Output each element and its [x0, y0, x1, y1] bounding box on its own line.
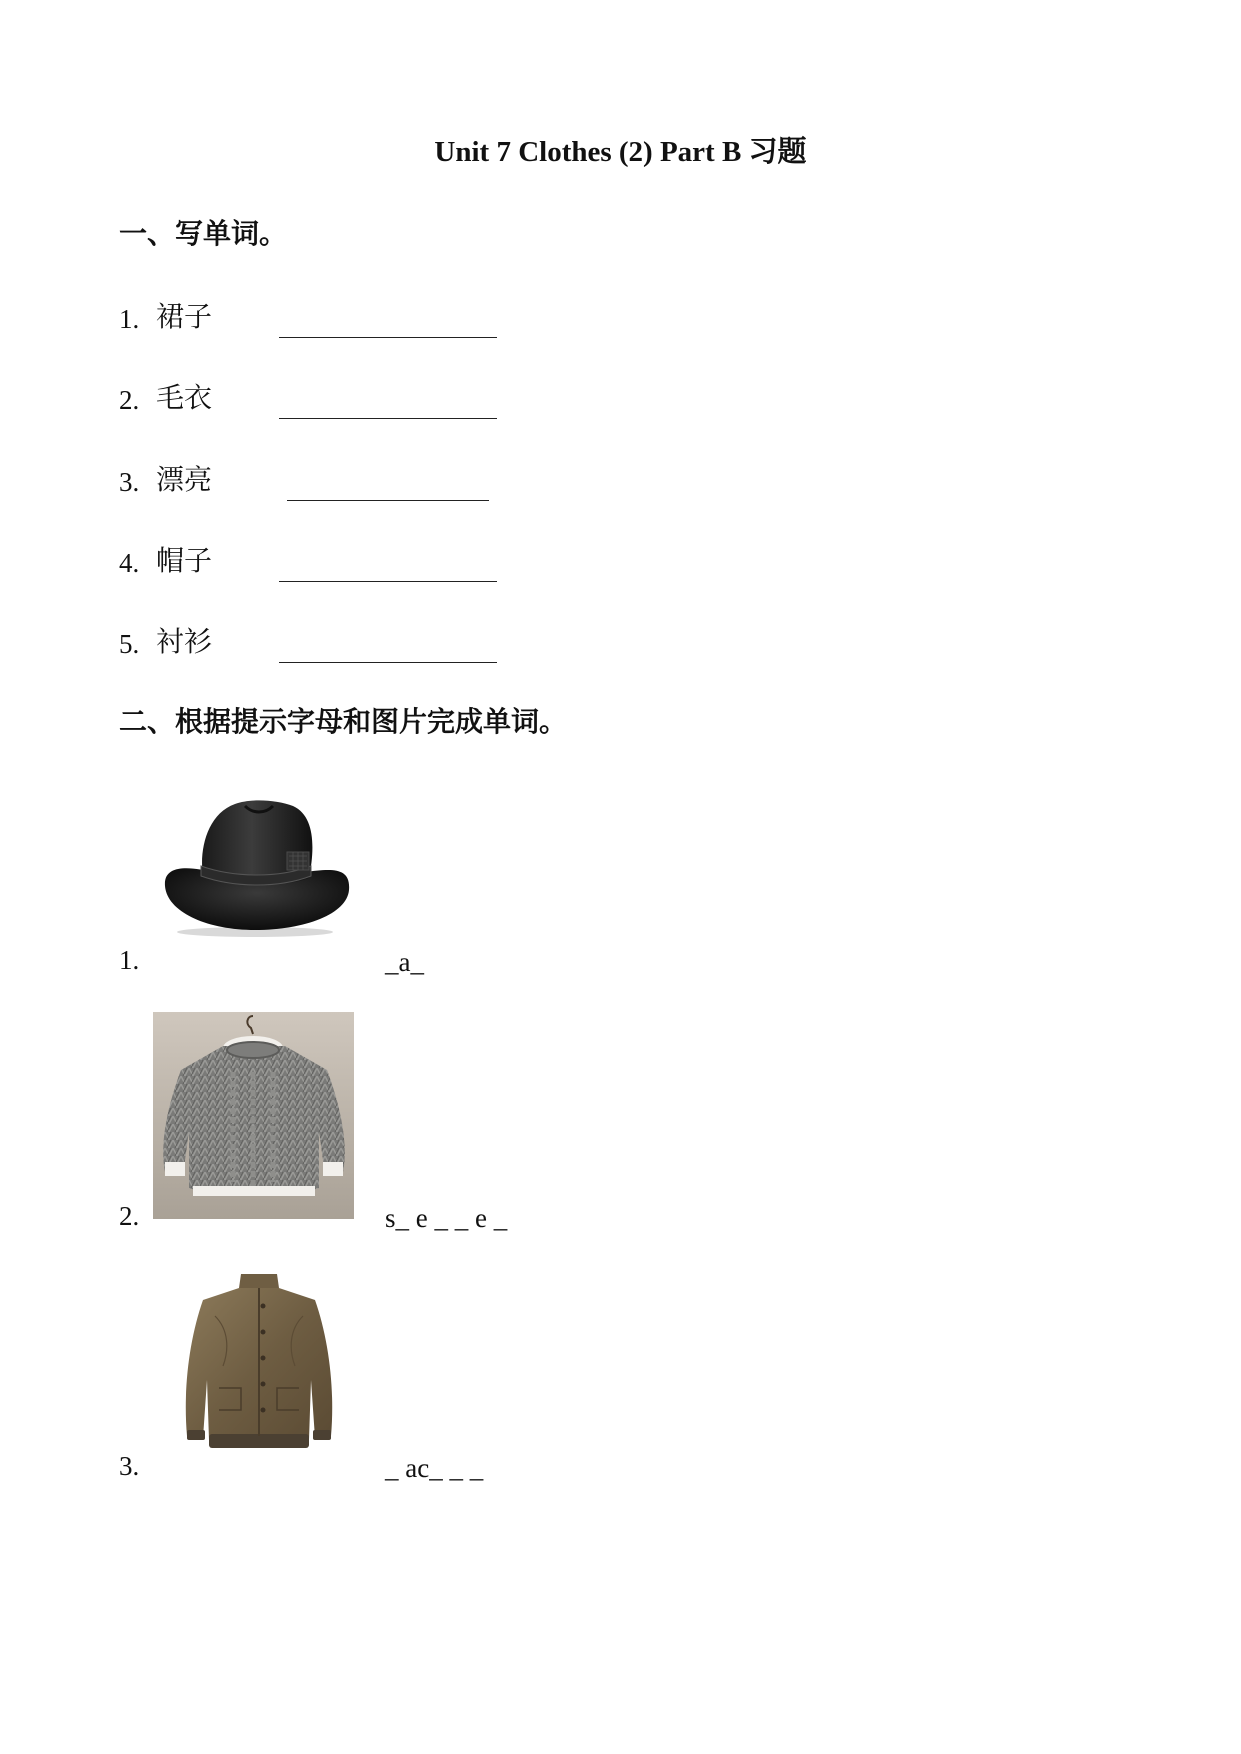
- picture-question-row: [119, 1012, 919, 1234]
- question-row: [119, 297, 819, 341]
- question-row: [119, 622, 819, 666]
- question-prompt: 裙子: [156, 300, 213, 333]
- jacket-icon: [179, 1270, 339, 1454]
- section-heading-write-words: 一、写单词。: [119, 217, 288, 250]
- picture-question-row: [119, 1260, 919, 1490]
- answer-blank[interactable]: [279, 581, 497, 582]
- question-number: 3.: [119, 467, 140, 497]
- answer-blank[interactable]: [279, 662, 497, 663]
- question-number: 5.: [119, 629, 140, 659]
- question-prompt: 毛衣: [156, 381, 213, 414]
- question-number: 3.: [119, 1451, 140, 1481]
- question-row: [119, 378, 819, 422]
- page-title: Unit 7 Clothes (2) Part B 习题: [434, 136, 807, 168]
- question-number: 1.: [119, 945, 140, 975]
- answer-blank[interactable]: [279, 418, 497, 419]
- question-prompt: 漂亮: [156, 463, 213, 496]
- section-heading-complete-words: 二、根据提示字母和图片完成单词。: [119, 705, 568, 738]
- sweater-icon: [153, 1012, 354, 1219]
- question-number: 1.: [119, 304, 140, 334]
- question-row: [119, 541, 819, 585]
- question-prompt: 衬衫: [156, 625, 213, 658]
- answer-blank[interactable]: [279, 337, 497, 338]
- answer-blank[interactable]: [287, 500, 489, 501]
- word-hint: _ ac_ _ _: [385, 1453, 484, 1483]
- word-hint: _a_: [385, 947, 424, 977]
- question-number: 4.: [119, 548, 140, 578]
- question-number: 2.: [119, 385, 140, 415]
- picture-question-row: [119, 780, 919, 980]
- word-hint: s_ e _ _ e _: [385, 1203, 508, 1233]
- hat-icon: [155, 790, 355, 940]
- question-number: 2.: [119, 1201, 140, 1231]
- question-row: [119, 460, 819, 504]
- question-prompt: 帽子: [156, 544, 213, 577]
